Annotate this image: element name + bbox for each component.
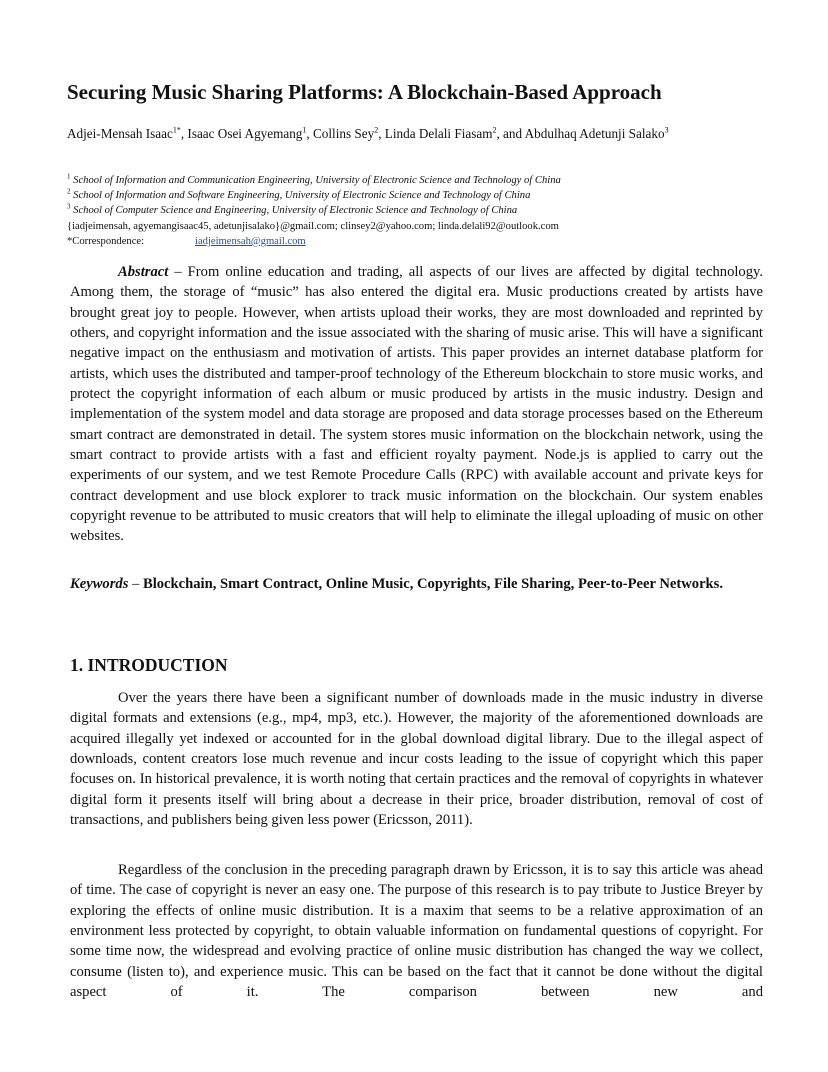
author-marks: 2	[492, 125, 497, 135]
author-name: Abdulhaq Adetunji Salako	[524, 126, 665, 141]
abstract-label: Abstract	[118, 264, 169, 280]
body-paragraph: Regardless of the conclusion in the preceding paragraph drawn by Ericsson, it is to say this article was ahead of time. The case of copyright is never an easy one. The purpose of this research is to pay tribute to Justice Breyer by exploring the effects of online music distribution. It is a maxim that seems to be a relative approximation of an environment less protected by copyright, to obtain valuable information on fundamental questions of copyright. For some time now, the widespread and evolving practice of online music distribution has changed the way we collect, consume (listen to), and experience music. This can be based on the fact that it cannot be done without the digital aspect of it. The comparison between new and	[70, 862, 763, 1001]
author-list: Adjei-Mensah Isaac$^{1*}$, Isaac Osei Agyemang$^1$, Collins Sey$^2$, Linda Delali Fiasam$^2$, and Abdulhaq Adetunji Salako$^3$	[67, 125, 669, 141]
abstract: Abstract – From online education and trading, all aspects of our lives are affected by digital technology. Among them, the storage of “music” has also entered the digital era. Music productions created by artists have brought great joy to people. However, when artists upload their works, they are most downloaded and reprinted by others, and copyright information and the issue associated with the sharing of music arise. This will have a significant negative impact on the enthusiasm and motivation of artists. This paper provides an internet database platform for artists, which uses the distributed and tamper-proof technology of the Ethereum blockchain to store music works, and protect the copyright information of each album or music produced by artists in the music industry. Design and implementation of the system model and data storage are proposed and data storage processes based on the Ethereum smart contract are demonstrated in detail. The system stores music information on the blockchain network, using the smart contract to provide artists with a fast and efficient royalty payment. Node.js is applied to carry out the experiments of our system, and we test Remote Procedure Calls (RPC) with available account and private keys for contract development and use block explorer to track music information on the blockchain. Our system enables copyright revenue to be attributed to music creators that will help to eliminate the illegal uploading of music on other websites.	[70, 264, 764, 545]
author-marks: 1*	[172, 125, 181, 135]
keywords-label: Keywords	[70, 576, 129, 592]
author-name: Collins Sey	[313, 126, 375, 141]
affiliations	[67, 173, 767, 249]
affiliation-line: $^3$ School of Computer Science and Engineering, University of Electronic Science and Technology of China	[67, 202, 518, 217]
section-heading: 1. INTRODUCTION	[70, 655, 228, 675]
author-emails: {iadjeimensah, agyemangisaac45, adetunjisalako}@gmail.com; clinsey2@yahoo.com; linda.delali92@outlook.com	[67, 220, 559, 232]
author-name: Linda Delali Fiasam	[384, 126, 493, 141]
paper-title: Securing Music Sharing Platforms: A Blockchain-Based Approach	[67, 80, 662, 104]
affiliation-line: $^2$ School of Information and Software Engineering, University of Electronic Science and Technology of China	[67, 187, 531, 202]
author-marks: 3	[664, 125, 669, 135]
author-name: Isaac Osei Agyemang	[187, 126, 303, 141]
abstract-text: From online education and trading, all aspects of our lives are affected by digital technology. Among them, the storage of “music” has also entered the digital era. Music productions created by artists have brought great joy to people. However, when artists upload their works, they are most downloaded and reprinted by others, and copyright information and the issue associated with the sharing of music arise. This will have a significant negative impact on the enthusiasm and motivation of artists. This paper provides an internet database platform for artists, which uses the distributed and tamper-proof technology of the Ethereum blockchain to store music works, and protect the copyright information of each album or music produced by artists in the music industry. Design and implementation of the system model and data storage are proposed and data storage processes based on the Ethereum smart contract are demonstrated in detail. The system stores music information on the blockchain network, using the smart contract to provide artists with a fast and efficient royalty payment. Node.js is applied to carry out the experiments of our system, and we test Remote Procedure Calls (RPC) with available account and private keys for contract development and use block explorer to track music information on the blockchain. Our system enables copyright revenue to be attributed to music creators that will help to eliminate the illegal uploading of music on other websites.	[70, 264, 764, 545]
keywords-text: Blockchain, Smart Contract, Online Music, Copyrights, File Sharing, Peer-to-Peer Networks.	[142, 576, 723, 592]
keywords: Keywords – Blockchain, Smart Contract, Online Music, Copyrights, File Sharing, Peer-to-Peer Networks.	[70, 576, 723, 592]
affiliation-line: $^1$ School of Information and Communication Engineering, University of Electronic Science and Technology of China	[67, 172, 561, 186]
author-marks: 2	[374, 125, 379, 135]
body-paragraph: Over the years there have been a significant number of downloads made in the music industry in diverse digital formats and extensions (e.g., mp4, mp3, etc.). However, the majority of the aforementioned downloads are acquired illegally yet indexed or accounted for in the global download digital library. Due to the illegal aspect of downloads, content creators lose much revenue and incur costs leading to the issue of copyright which this paper focuses on. In historical prevalence, it is worth noting that certain practices and the removal of copyrights in whatever digital form it presents itself will bring about a decrease in their price, broader distribution, removal of cost of transactions, and publishers being given less power (Ericsson, 2011).	[70, 690, 763, 829]
author-name: Adjei-Mensah Isaac	[67, 126, 173, 141]
correspondence-email-link[interactable]: iadjeimensah@gmail.com	[195, 235, 306, 247]
correspondence-label: *Correspondence:	[67, 235, 145, 247]
correspondence-line	[67, 234, 767, 249]
author-marks: 1	[302, 125, 307, 135]
